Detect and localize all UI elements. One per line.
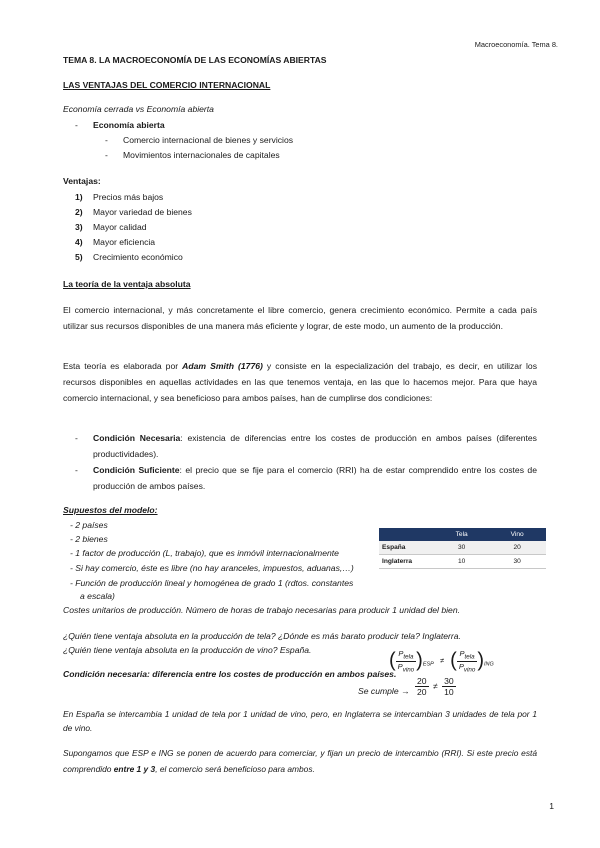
question-cloth: ¿Quién tiene ventaja absoluta en la producción de tela? ¿Dónde es más barato producir tela? Inglaterra. <box>63 631 461 641</box>
condition-sufficient: - Condición Suficiente: el precio que se fije para el comercio (RRI) ha de estar comprendido entre los costes de producción de ambos países. <box>75 465 537 491</box>
assumption-item: - 1 factor de producción (L, trabajo), que es inmóvil internacionalmente <box>70 548 339 558</box>
author-citation: Adam Smith (1776) <box>182 361 263 371</box>
header-course-label: Macroeconomía. Tema 8. <box>474 40 558 49</box>
section-heading-advantages: LAS VENTAJAS DEL COMERCIO INTERNACIONAL <box>63 80 271 90</box>
assumption-item-cont: a escala) <box>80 591 115 601</box>
unit-costs-note: Costes unitarios de producción. Número de horas de trabajo necesarias para producir 1 unidad del bien. <box>63 605 460 615</box>
production-costs-table <box>379 528 546 569</box>
table-header-wine: Vino <box>488 528 546 541</box>
condition-necessary: - Condición Necesaria: existencia de diferencias entre los costes de producción en ambos países (diferentes productividades). <box>75 433 537 459</box>
question-wine: ¿Quién tiene ventaja absoluta en la producción de vino? España. <box>63 645 312 655</box>
table-header-empty <box>379 528 435 541</box>
page-number: 1 <box>549 801 554 811</box>
table-row: España 30 20 <box>379 541 546 555</box>
assumption-item: - Si hay comercio, éste es libre (no hay aranceles, impuestos, aduanas,…) <box>70 563 354 573</box>
paragraph-adam-smith: Esta teoría es elaborada por Adam Smith (1776) y consiste en la especialización del trabajo, es decir, en utilizar los recursos disponibles en aquellas actividades en las que tenemos ventaja, en las que lo hacemos mejor. Para que haya comercio internacional, y sea beneficioso para ambos países, han de cumplirse dos condiciones: <box>63 361 537 403</box>
table-header-cloth: Tela <box>435 528 488 541</box>
assumption-item: - Función de producción lineal y homogénea de grado 1 (rdtos. constantes <box>70 578 354 588</box>
exchange-paragraph: En España se intercambia 1 unidad de tela por 1 unidad de vino, pero, en Inglaterra se intercambian 3 unidades de tela por 1 de vino. <box>63 709 537 733</box>
closed-vs-open-subtitle: Economía cerrada vs Economía abierta <box>63 104 214 114</box>
agreement-paragraph: Supongamos que ESP e ING se ponen de acuerdo para comerciar, y fijan un precio de intercambio (RRI). Si este precio está comprendido entre 1 y 3, el comercio será beneficioso para ambos. <box>63 748 537 774</box>
table-row: Inglaterra 10 30 <box>379 555 546 569</box>
section-heading-absolute-advantage: La teoría de la ventaja absoluta <box>63 279 191 289</box>
assumption-item: - 2 bienes <box>70 534 108 544</box>
advantages-label: Ventajas: <box>63 176 101 186</box>
paragraph-trade-growth: El comercio internacional, y más concretamente el libre comercio, genera crecimiento económico. Permite a cada país utilizar sus recursos disponibles de una manera más eficiente y lograr, de este modo, un aumento de la producción. <box>63 305 537 331</box>
satisfied-label: Se cumple → <box>358 686 410 696</box>
assumption-item: - 2 países <box>70 520 108 530</box>
numeric-comparison: $\frac{20}{20}$ ≠ $\frac{30}{10}$ <box>417 676 454 697</box>
open-economy-label: Economía abierta <box>93 120 165 130</box>
model-assumptions-heading: Supuestos del modelo: <box>63 505 158 515</box>
page-title: TEMA 8. LA MACROECONOMÍA DE LAS ECONOMÍAS ABIERTAS <box>63 55 327 65</box>
price-ratio-formula: ( $\frac{P_{tela}}{P_{vino}}$ )$_{ESP}$ ≠ ( $\frac{P_{tela}}{P_{vino}}$ )$_{ING}$ <box>389 649 494 673</box>
necessary-condition-statement: Condición necesaria: diferencia entre los costes de producción en ambos países. <box>63 669 397 679</box>
